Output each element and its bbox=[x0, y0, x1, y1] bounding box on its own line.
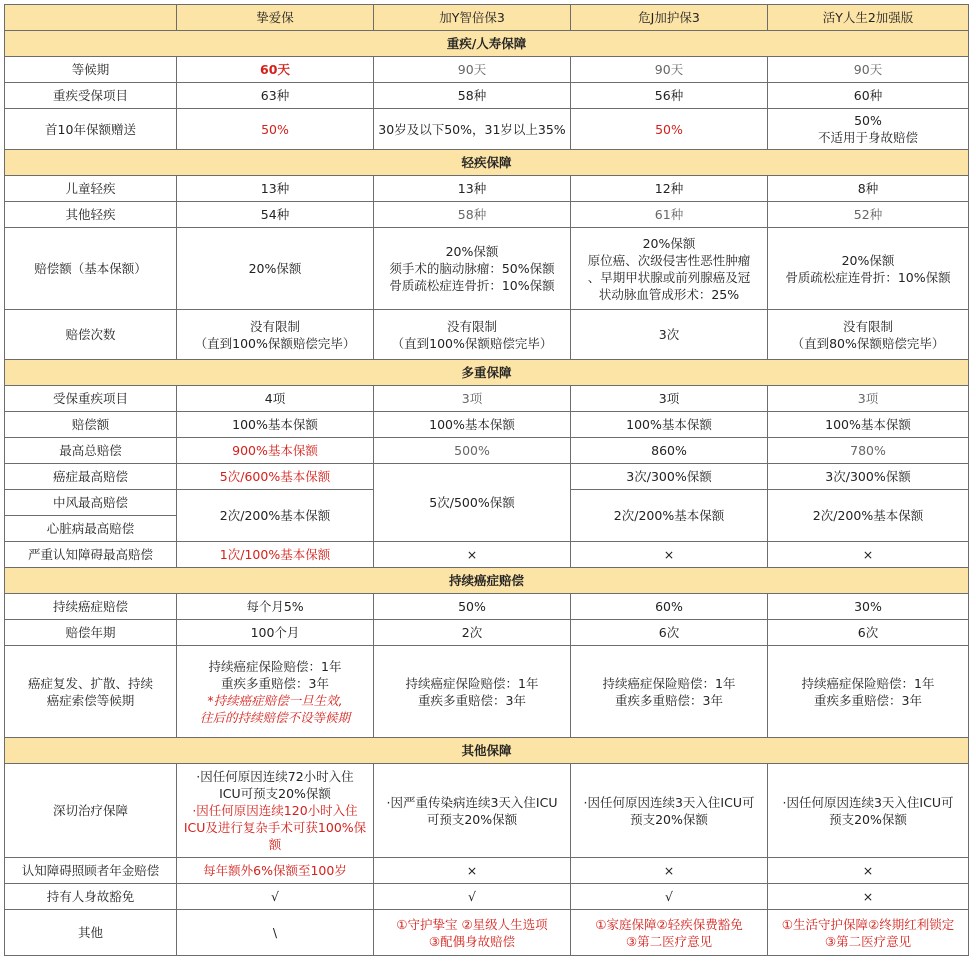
cell-value: 50% bbox=[571, 109, 768, 150]
table-row bbox=[5, 620, 969, 646]
cell-value: 860% bbox=[571, 438, 768, 464]
section-title-multiple-coverage: 多重保障 bbox=[5, 360, 969, 386]
cell-line: 重疾多重赔偿：3年 bbox=[615, 692, 723, 708]
cell-value bbox=[768, 228, 969, 310]
cell-note: 往后的持续赔偿不设等候期 bbox=[199, 709, 350, 725]
cell-value: 2次/200%基本保额 bbox=[768, 490, 969, 542]
table-row bbox=[5, 884, 969, 910]
row-label-payout-amount: 赔偿额（基本保额） bbox=[5, 228, 177, 310]
cell-line: （直到100%保额赔偿完毕） bbox=[194, 335, 356, 351]
cell-line: ①生活守护保障②终期红利锁定 bbox=[781, 916, 955, 932]
cell-value: 3项 bbox=[768, 386, 969, 412]
row-label-child-minor-illness: 儿童轻疾 bbox=[5, 176, 177, 202]
cell-line: 癌症索偿等候期 bbox=[46, 692, 135, 708]
comparison-table bbox=[4, 4, 969, 956]
cell-line: 没有限制 bbox=[842, 318, 893, 334]
cell-value: 2次 bbox=[374, 620, 571, 646]
cell-line: 没有限制 bbox=[249, 318, 300, 334]
cell-line: ③第二医疗意见 bbox=[625, 933, 713, 949]
cell-value: 每年额外6%保额至100岁 bbox=[177, 858, 374, 884]
cell-line: 持续癌症保险赔偿：1年 bbox=[405, 675, 539, 691]
cell-value bbox=[374, 310, 571, 360]
cell-value: × bbox=[768, 542, 969, 568]
cell-line: ICU可预支20%保额 bbox=[219, 786, 331, 801]
table-row bbox=[5, 764, 969, 858]
cell-line: 20%保额 bbox=[642, 235, 696, 251]
table-row bbox=[5, 438, 969, 464]
table-row bbox=[5, 594, 969, 620]
cell-value: \ bbox=[177, 910, 374, 956]
cell-value: 100%基本保额 bbox=[768, 412, 969, 438]
row-label-icu-coverage: 深切治疗保障 bbox=[5, 764, 177, 858]
cell-value: × bbox=[571, 858, 768, 884]
section-row bbox=[5, 31, 969, 57]
cell-value: 13种 bbox=[177, 176, 374, 202]
cell-value: 5次/500%保额 bbox=[374, 464, 571, 542]
cell-line: 重疾多重赔偿：3年 bbox=[418, 692, 526, 708]
row-label-cancer-claim-waiting bbox=[5, 646, 177, 738]
section-row bbox=[5, 360, 969, 386]
cell-line: 癌症复发、扩散、持续 bbox=[27, 675, 153, 691]
row-label-heart-max-payout: 心脏病最高赔偿 bbox=[5, 516, 177, 542]
cell-value: 60天 bbox=[177, 57, 374, 83]
cell-value: 500% bbox=[374, 438, 571, 464]
cell-line: ·因任何原因连续3天入住ICU可 bbox=[583, 794, 755, 810]
cell-value bbox=[768, 910, 969, 956]
cell-value: 58种 bbox=[374, 202, 571, 228]
cell-value bbox=[177, 764, 374, 858]
table-row bbox=[5, 386, 969, 412]
cell-value: 100%基本保额 bbox=[571, 412, 768, 438]
cell-line: ·因任何原因连续3天入住ICU可 bbox=[782, 794, 954, 810]
row-label-cancer-max-payout: 癌症最高赔偿 bbox=[5, 464, 177, 490]
row-label-covered-illnesses: 重疾受保项目 bbox=[5, 83, 177, 109]
cell-value: 6次 bbox=[768, 620, 969, 646]
cell-line: 持续癌症保险赔偿：1年 bbox=[602, 675, 736, 691]
row-label-covered-items: 受保重疾项目 bbox=[5, 386, 177, 412]
row-label-waiting-period: 等候期 bbox=[5, 57, 177, 83]
section-row bbox=[5, 568, 969, 594]
cell-line: ③第二医疗意见 bbox=[824, 933, 912, 949]
cell-line: （直到100%保额赔偿完毕） bbox=[391, 335, 553, 351]
cell-line: 可预支20%保额 bbox=[426, 811, 518, 827]
cell-value: 20%保额 bbox=[177, 228, 374, 310]
cell-value: 1次/100%基本保额 bbox=[177, 542, 374, 568]
row-label-dementia-max-payout: 严重认知障碍最高赔偿 bbox=[5, 542, 177, 568]
cell-value: 3次 bbox=[571, 310, 768, 360]
header-product-3: 危J加护保3 bbox=[571, 5, 768, 31]
cell-value: 780% bbox=[768, 438, 969, 464]
cell-line: （直到80%保额赔偿完毕） bbox=[791, 335, 945, 351]
cell-value: √ bbox=[374, 884, 571, 910]
cell-value: 2次/200%基本保额 bbox=[571, 490, 768, 542]
cell-line: 须手术的脑动脉瘤：50%保额 bbox=[389, 261, 555, 276]
cell-value: 58种 bbox=[374, 83, 571, 109]
cell-value bbox=[374, 646, 571, 738]
cell-value: 5次/600%基本保额 bbox=[177, 464, 374, 490]
header-product-1: 挚爱保 bbox=[177, 5, 374, 31]
row-label-continuous-cancer-payout: 持续癌症赔偿 bbox=[5, 594, 177, 620]
table-row bbox=[5, 310, 969, 360]
cell-value bbox=[571, 228, 768, 310]
table-row bbox=[5, 858, 969, 884]
cell-value: 6次 bbox=[571, 620, 768, 646]
section-title-continuous-cancer: 持续癌症赔偿 bbox=[5, 568, 969, 594]
cell-line: 50% bbox=[854, 113, 882, 128]
cell-value: 90天 bbox=[374, 57, 571, 83]
header-product-4: 活Y人生2加强版 bbox=[768, 5, 969, 31]
cell-value: 61种 bbox=[571, 202, 768, 228]
cell-value: 3次/300%保额 bbox=[768, 464, 969, 490]
cell-line: 持续癌症保险赔偿：1年 bbox=[801, 675, 935, 691]
cell-value: × bbox=[768, 858, 969, 884]
cell-line: 没有限制 bbox=[446, 318, 497, 334]
cell-value: 54种 bbox=[177, 202, 374, 228]
cell-value bbox=[768, 646, 969, 738]
cell-value bbox=[768, 109, 969, 150]
row-label-bonus-coverage: 首10年保额赠送 bbox=[5, 109, 177, 150]
cell-value: × bbox=[571, 542, 768, 568]
cell-line: 预支20%保额 bbox=[829, 811, 907, 827]
cell-value: 8种 bbox=[768, 176, 969, 202]
cell-value: √ bbox=[177, 884, 374, 910]
cell-value bbox=[177, 646, 374, 738]
table-row bbox=[5, 228, 969, 310]
cell-line: 骨质疏松症连骨折：10%保额 bbox=[785, 269, 951, 285]
cell-line: ③配偶身故赔偿 bbox=[428, 933, 516, 949]
cell-line: 20%保额 bbox=[841, 252, 895, 268]
cell-line: ICU及进行复杂手术可获100%保 bbox=[183, 820, 367, 835]
cell-value: 3项 bbox=[571, 386, 768, 412]
table-row bbox=[5, 176, 969, 202]
cell-line: ①守护挚宝 ②星级人生选项 bbox=[396, 916, 548, 932]
cell-value: 63种 bbox=[177, 83, 374, 109]
row-label-payout-times: 赔偿次数 bbox=[5, 310, 177, 360]
cell-value bbox=[374, 764, 571, 858]
row-label-death-waiver: 持有人身故豁免 bbox=[5, 884, 177, 910]
cell-value: 90天 bbox=[571, 57, 768, 83]
row-label-payout-term: 赔偿年期 bbox=[5, 620, 177, 646]
section-row bbox=[5, 150, 969, 176]
cell-value: 2次/200%基本保额 bbox=[177, 490, 374, 542]
table-row bbox=[5, 202, 969, 228]
table-row bbox=[5, 57, 969, 83]
cell-line: 骨质疏松症连骨折：10%保额 bbox=[389, 278, 555, 293]
table-row bbox=[5, 83, 969, 109]
section-row bbox=[5, 738, 969, 764]
cell-value: 30% bbox=[768, 594, 969, 620]
cell-value bbox=[571, 764, 768, 858]
cell-note: *持续癌症赔偿一旦生效, bbox=[207, 692, 343, 708]
cell-line: ·因任何原因连续72小时入住 bbox=[196, 769, 354, 784]
cell-value bbox=[374, 910, 571, 956]
row-label-other: 其他 bbox=[5, 910, 177, 956]
cell-value bbox=[571, 910, 768, 956]
table-row bbox=[5, 910, 969, 956]
cell-value: 每个月5% bbox=[177, 594, 374, 620]
cell-value: 60种 bbox=[768, 83, 969, 109]
cell-value: 100%基本保额 bbox=[374, 412, 571, 438]
cell-value bbox=[571, 646, 768, 738]
cell-value: 90天 bbox=[768, 57, 969, 83]
cell-value: 100%基本保额 bbox=[177, 412, 374, 438]
cell-value: 3项 bbox=[374, 386, 571, 412]
section-title-minor-illness: 轻疾保障 bbox=[5, 150, 969, 176]
cell-value: 12种 bbox=[571, 176, 768, 202]
cell-line: 预支20%保额 bbox=[630, 811, 708, 827]
cell-value: 60% bbox=[571, 594, 768, 620]
cell-value: 56种 bbox=[571, 83, 768, 109]
cell-line: 持续癌症保险赔偿：1年 bbox=[208, 658, 342, 674]
cell-value bbox=[768, 764, 969, 858]
row-label-max-total-payout: 最高总赔偿 bbox=[5, 438, 177, 464]
cell-line: 、早期甲状腺或前列腺癌及冠 bbox=[587, 269, 751, 285]
table-row bbox=[5, 109, 969, 150]
cell-value: 900%基本保额 bbox=[177, 438, 374, 464]
cell-line: ①家庭保障②轻疾保费豁免 bbox=[595, 916, 743, 932]
row-label-payout: 赔偿额 bbox=[5, 412, 177, 438]
cell-value: 30岁及以下50%，31岁以上35% bbox=[374, 109, 571, 150]
cell-value bbox=[768, 310, 969, 360]
header-row bbox=[5, 5, 969, 31]
cell-value bbox=[177, 310, 374, 360]
cell-value: 50% bbox=[177, 109, 374, 150]
table-row bbox=[5, 646, 969, 738]
cell-line: 额 bbox=[268, 837, 282, 852]
cell-value: 4项 bbox=[177, 386, 374, 412]
cell-value: 50% bbox=[374, 594, 571, 620]
row-label-stroke-max-payout: 中风最高赔偿 bbox=[5, 490, 177, 516]
table-row bbox=[5, 464, 969, 490]
cell-value: × bbox=[768, 884, 969, 910]
table-row bbox=[5, 412, 969, 438]
cell-line: ·因严重传染病连续3天入住ICU bbox=[386, 794, 558, 810]
cell-line: ·因任何原因连续120小时入住 bbox=[192, 803, 358, 818]
row-label-carer-annuity: 认知障碍照顾者年金赔偿 bbox=[5, 858, 177, 884]
cell-value: 13种 bbox=[374, 176, 571, 202]
cell-value: √ bbox=[571, 884, 768, 910]
cell-value: 3次/300%保额 bbox=[571, 464, 768, 490]
cell-line: 原位癌、次级侵害性恶性肿瘤 bbox=[587, 252, 751, 268]
cell-line: 状动脉血管成形术：25% bbox=[598, 286, 740, 302]
cell-value bbox=[374, 228, 571, 310]
section-title-other-coverage: 其他保障 bbox=[5, 738, 969, 764]
row-label-other-minor-illness: 其他轻疾 bbox=[5, 202, 177, 228]
header-corner bbox=[5, 5, 177, 31]
cell-value: 52种 bbox=[768, 202, 969, 228]
cell-value: × bbox=[374, 858, 571, 884]
header-product-2: 加Y智倍保3 bbox=[374, 5, 571, 31]
cell-line: 重疾多重赔偿：3年 bbox=[814, 692, 922, 708]
cell-line: 20%保额 bbox=[445, 244, 499, 259]
table-row bbox=[5, 542, 969, 568]
cell-line: 重疾多重赔偿：3年 bbox=[221, 675, 329, 691]
cell-value: × bbox=[374, 542, 571, 568]
cell-value: 100个月 bbox=[177, 620, 374, 646]
section-title-critical-illness: 重疾/人寿保障 bbox=[5, 31, 969, 57]
cell-line: 不适用于身故赔偿 bbox=[817, 130, 918, 145]
